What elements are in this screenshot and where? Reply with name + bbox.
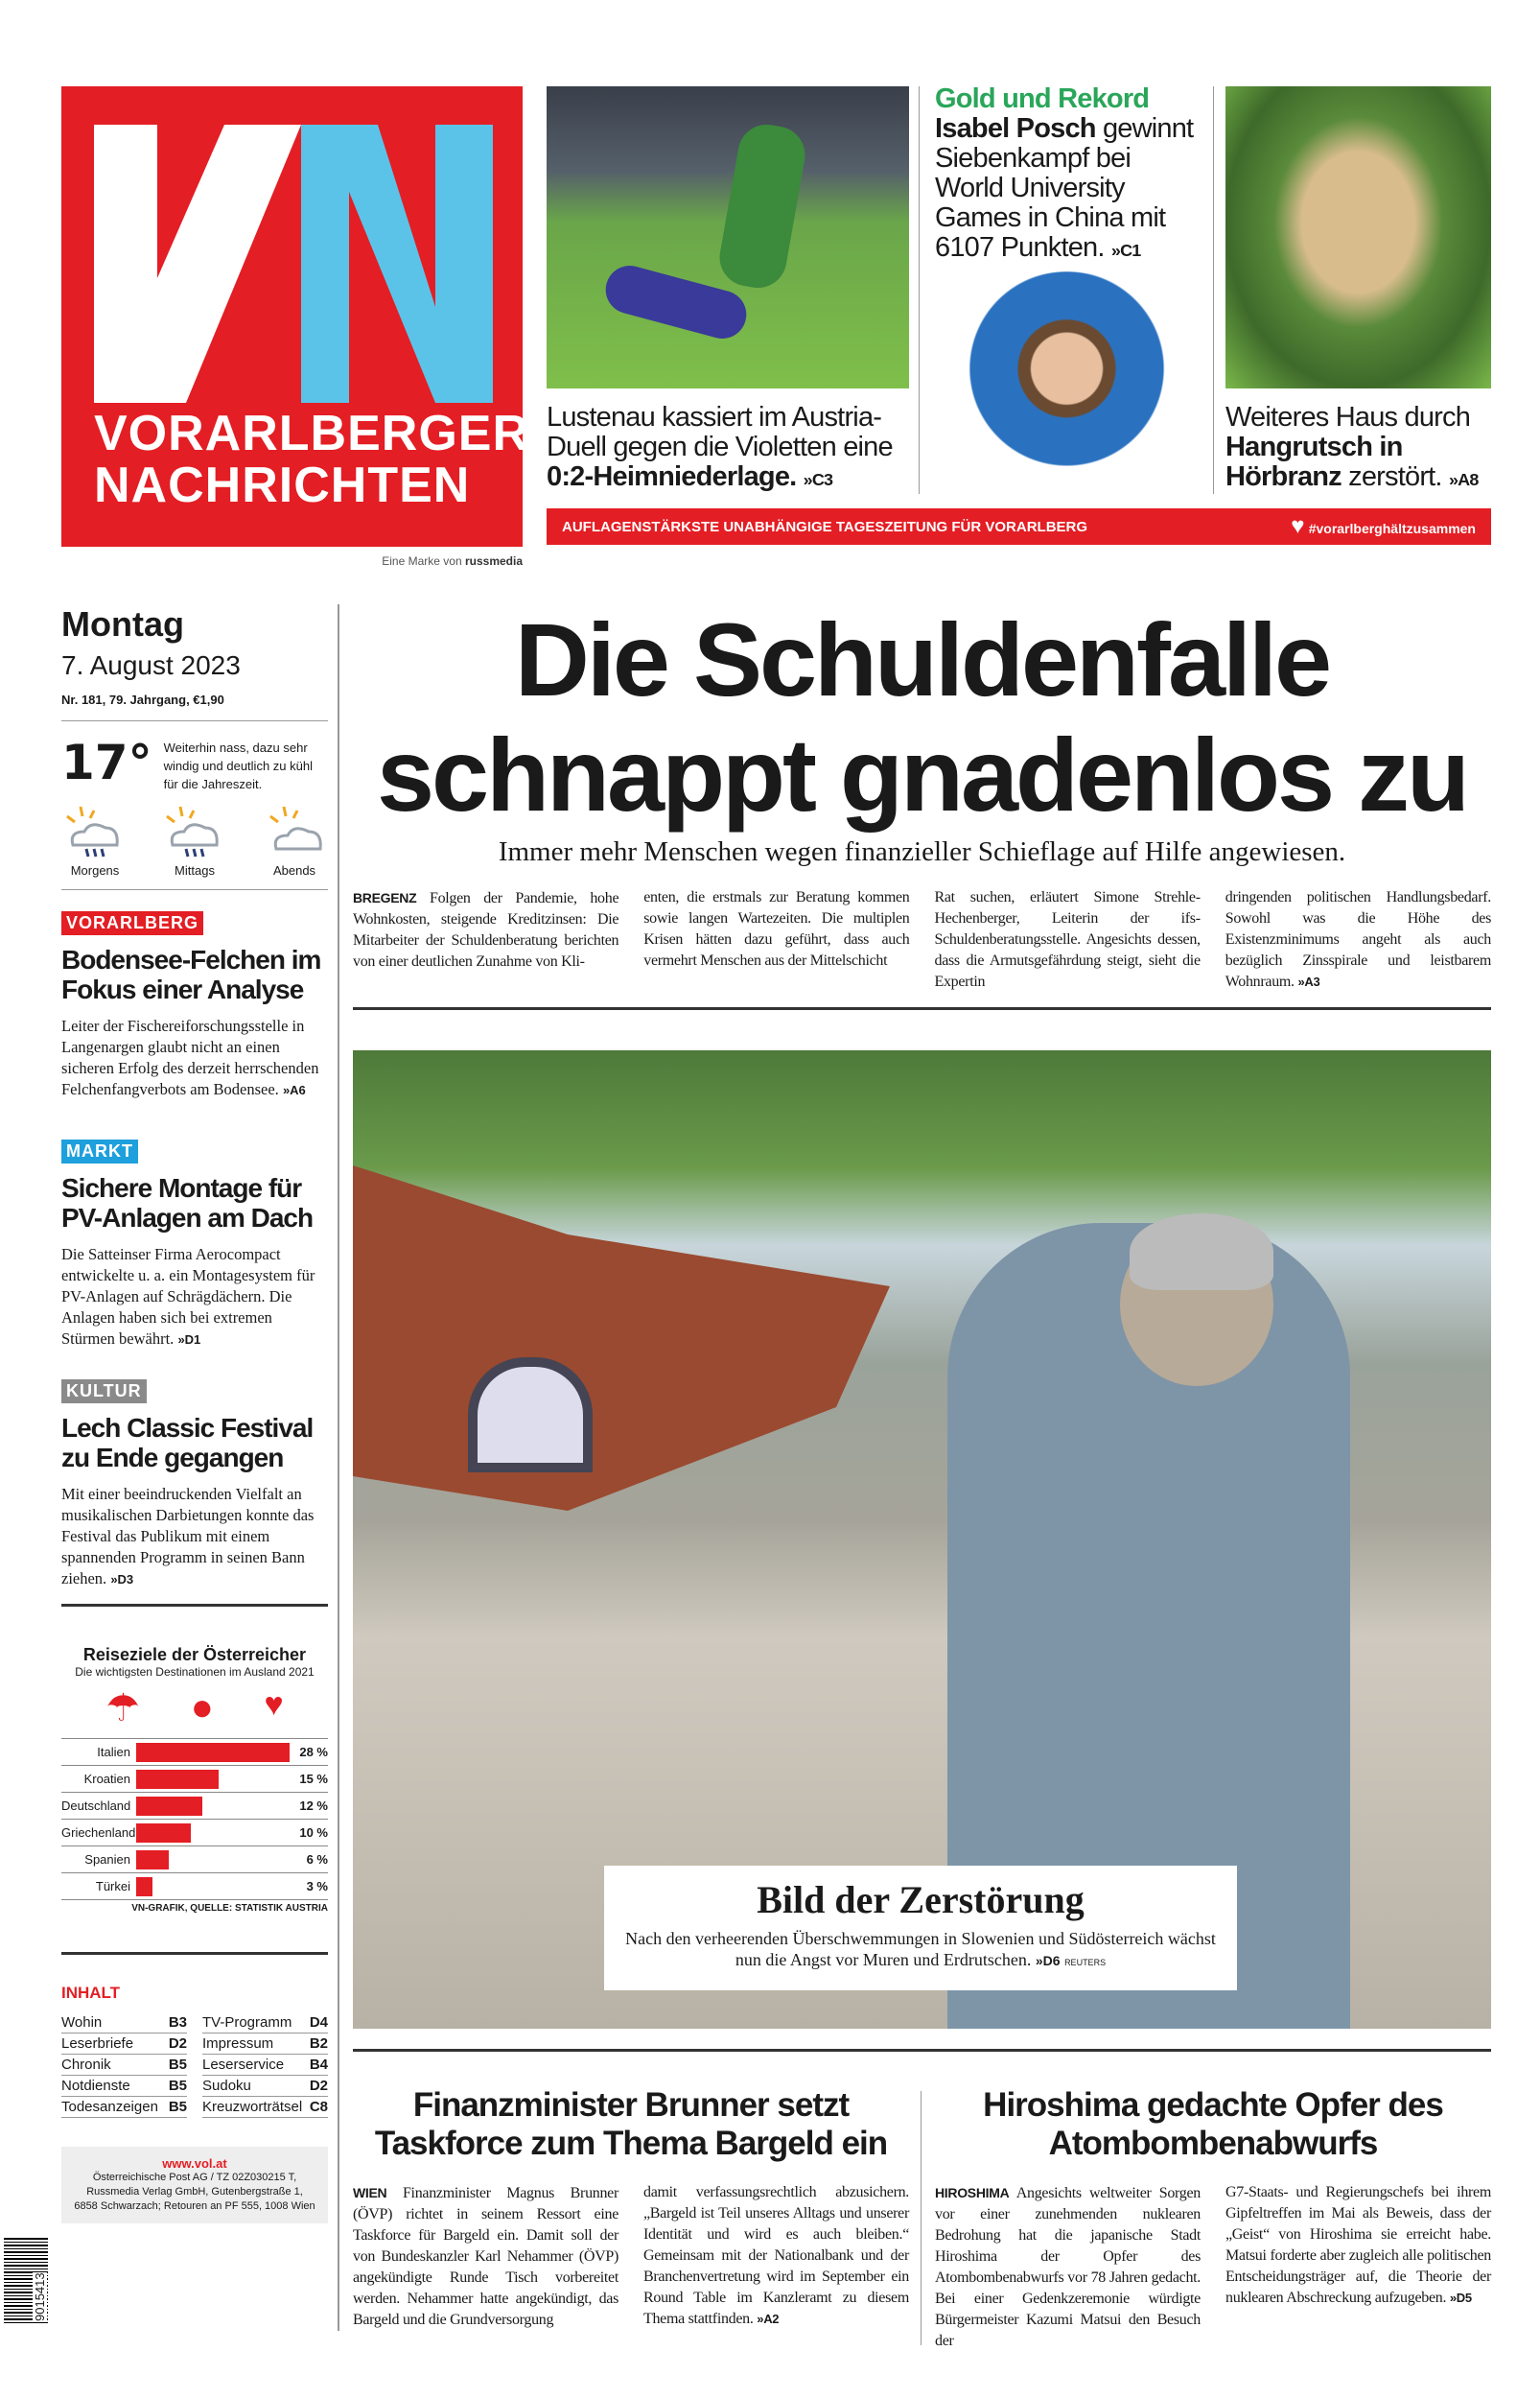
posch-portrait [959, 271, 1175, 487]
weather-midday: Mittags [161, 803, 228, 878]
toc-item[interactable]: Wohin B3 [61, 2012, 187, 2034]
beach-ball-icon: ● [190, 1686, 214, 1728]
chart-bar-row [61, 1765, 328, 1792]
toc-item[interactable]: Sudoku D2 [202, 2076, 328, 2097]
chart-bar-row [61, 1792, 328, 1819]
chart-bar-row [61, 1872, 328, 1899]
travel-chart [61, 1645, 328, 1914]
chart-bar [136, 1823, 191, 1843]
sidebar: Montag 7. August 2023 Nr. 181, 79. Jahrgang, €1,90 17° Weiterhin nass, dazu sehr windig und deutlich zu kühl für die Jahreszeit. Morgens Mittags Abends VORARLBERG Bodensee-Felchen im Fokus einer Analyse Leiter der Fischereiforschungsstelle in Langenargen glaubt nicht an einen sicheren Erfolg des derzeit herrschenden Felchenfangverbots am Bodensee. »A6 MARKT Sichere Montage für PV-Anlagen am Dach Die Satteinser Firma Aerocompact entwickelte u. a. ein Montagesystem für PV-Anlagen auf Schrägdächern. Die Anlagen haben sich bei extremen Stürmen bewährt. »D1 KULTUR Lech Classic Festival zu Ende gegangen Mit einer beeindruckenden Vielfalt an musikalischen Darbietungen konnte das Festival das Publikum mit einem spannenden Programm in seinen Bann ziehen. »D3 Reiseziele der Österreicher Die wichtigsten Destinationen im Ausland 2021 ☂ ● ♥ Italien 28 % Kroatien 15 % Deutschland 12 % Griechenland 10 % Spanien 6 % Türkei 3 % VN-GRAFIK, QUELLE: STATISTIK AUSTRIA INHALT Wohin B3 TV-Programm D4 Leserbriefe D2 Impressum B2 Chronik B5 Leserservice B4 Notdienste B5 Sudoku D2 Todesanzeigen B5 Kreuzworträtsel C8 www.vol.at Österreichische Post AG / TZ 02Z030215 T, Russmedia Verlag GmbH, Gutenbergstraße 1, 6858 Schwarzach; Retouren an PF 555, 1008 Wien [61, 604, 328, 2223]
sun-cloud-rain-icon [161, 803, 228, 860]
weather-evening: Abends [261, 803, 328, 878]
tagline-bar: AUFLAGENSTÄRKSTE UNABHÄNGIGE TAGESZEITUNG FÜR VORARLBERG ♥ #vorarlberghältzusammen [547, 508, 1491, 545]
chart-bar-row [61, 1819, 328, 1846]
chart-category-label: Spanien [84, 1852, 130, 1867]
toc-item[interactable]: TV-Programm D4 [202, 2012, 328, 2034]
lead-subhead: Immer mehr Menschen wegen finanzieller Schieflage auf Hilfe angewiesen. [498, 836, 1346, 867]
chart-value-label: 15 % [299, 1772, 328, 1786]
toc-item[interactable]: Leserservice B4 [202, 2055, 328, 2076]
chart-bar-row [61, 1738, 328, 1765]
lead-headline: schnappt gnadenlos zu [376, 717, 1468, 833]
lead-body: BREGENZ Folgen der Pandemie, hohe Wohnkosten, steigende Kreditzinsen: Die Mitarbeiter der Schuldenberatung berichten von einer deutlichen Zunahme von Kli- enten, die erstmals zur Beratung kommen sowie langen Wartezeiten. Die multiplen Krisen hätten dazu geführt, dass auch vermehrt Menschen aus der Mittelschicht Rat suchen, erläutert Simone Strehle-Hechenberger, Leiterin der ifs-Schuldenberatungsstelle. Angesichts dessen, dass die Armutsgefährdung steigt, sieht die Expertin dringenden politischen Handlungsbedarf. Sowohl was die Höhe des Existenzminimums angeht als auch bezüglich Zinsspirale und leistbarem Wohnraum. »A3 [353, 889, 1491, 990]
teaser-photo-football[interactable] [547, 86, 909, 388]
teaser-football[interactable]: Lustenau kassiert im Austria-Duell gegen die Violetten eine 0:2-Heimniederlage. »C3 [547, 402, 893, 492]
chart-category-label: Griechenland [61, 1825, 136, 1840]
teaser-posch[interactable]: Gold und Rekord Isabel Posch gewinnt Siebenkampf bei World University Games in China mit 6107 Punkten. »C1 [935, 83, 1194, 263]
lead-headline: Die Schuldenfalle [514, 601, 1330, 717]
chart-bar [136, 1797, 202, 1816]
chart-bar [136, 1877, 152, 1896]
heart-icon: ♥ [1291, 513, 1305, 539]
website-link[interactable]: www.vol.at [162, 2156, 227, 2171]
temperature: 17° [61, 735, 152, 790]
chart-bar [136, 1850, 169, 1869]
chart-title: Reiseziele der Österreicher [82, 1645, 307, 1664]
toc-item[interactable]: Leserbriefe D2 [61, 2034, 187, 2055]
side-article[interactable]: MARKT Sichere Montage für PV-Anlagen am Dach Die Satteinser Firma Aerocompact entwickelte u. a. ein Montagesystem für PV-Anlagen auf Schrägdächern. Die Anlagen haben sich bei extremen Stürmen bewährt. »D1 [61, 1141, 315, 1348]
chart-bar [136, 1770, 219, 1789]
bottom-story-hiroshima[interactable]: Hiroshima gedachte Opfer des Atombombenabwurfs HIROSHIMA Angesichts weltweiter Sorgen vor einer zunehmenden nuklearen Bedrohung hat die japanische Stadt Hiroshima der Opfer des Atombombenabwurfs vor 78 Jahren gedacht. Bei einer Gedenkzeremonie würdigte Bürgermeister Kazumi Matsui den Besuch der G7-Staats- und Regierungschefs bei ihrem Gipfeltreffen im Mai als Beweis, dass der „Geist“ von Hiroshima sie erreicht habe. Matsui forderte aber zugleich alle politischen Entscheidungsträger auf, die Theorie der nuklearen Abschreckung aufzugeben. »D5 [935, 2086, 1491, 2349]
umbrella-icon: ☂ [105, 1687, 141, 1729]
chart-category-label: Deutschland [61, 1798, 131, 1813]
sun-cloud-icon [261, 803, 328, 860]
brand-note: Eine Marke von russmedia [382, 554, 523, 568]
toc-item[interactable]: Chronik B5 [61, 2055, 187, 2076]
chart-category-label: Türkei [95, 1879, 130, 1893]
chart-bar [136, 1743, 290, 1762]
chart-value-label: 6 % [306, 1852, 328, 1867]
inhalt: INHALT Wohin B3 TV-Programm D4 Leserbriefe D2 Impressum B2 Chronik B5 Leserservice B4 Notdienste B5 Sudoku D2 Todesanzeigen B5 Kreuzworträtsel C8 [61, 1984, 328, 2118]
masthead-name: VORARLBERGER NACHRICHTEN [94, 406, 530, 513]
chart-subtitle: Die wichtigsten Destinationen im Ausland 2021 [75, 1665, 315, 1679]
chart-value-label: 10 % [299, 1825, 328, 1840]
teaser-landslide[interactable]: Weiteres Haus durch Hangrutsch in Hörbranz zerstört. »A8 [1225, 402, 1479, 492]
vn-logo-mark [61, 86, 523, 403]
chart-value-label: 3 % [306, 1879, 328, 1893]
chart-category-label: Italien [97, 1745, 130, 1759]
side-article[interactable]: VORARLBERG Bodensee-Felchen im Fokus einer Analyse Leiter der Fischereiforschungsstelle in Langenargen glaubt nicht an einen sicheren Erfolg des derzeit herrschenden Felchenfangverbots am Bodensee. »A6 [61, 913, 321, 1098]
side-article[interactable]: KULTUR Lech Classic Festival zu Ende gegangen Mit einer beeindruckenden Vielfalt an musikalischen Darbietungen konnte das Festival das Publikum mit einem spannenden Programm in seinen Bann ziehen. »D3 [61, 1381, 315, 1587]
weather-morning: Morgens [61, 803, 128, 878]
toc-item[interactable]: Kreuzworträtsel C8 [202, 2097, 328, 2118]
toc-item[interactable]: Todesanzeigen B5 [61, 2097, 187, 2118]
barcode-number: 9015413 [33, 2272, 47, 2321]
photo-caption: Bild der Zerstörung Nach den verheerenden Überschwemmungen in Slowenien und Südösterreich wächst nun die Angst vor Muren und Erdrutschen. »D6 REUTERS [604, 1866, 1237, 1990]
chart-value-label: 28 % [299, 1745, 328, 1759]
chart-value-label: 12 % [299, 1798, 328, 1813]
bottom-story-bargeld[interactable]: Finanzminister Brunner setzt Taskforce zum Thema Bargeld ein WIEN Finanzminister Magnus Brunner (ÖVP) richtet in seinem Ressort eine Taskforce für Bargeld ein. Damit soll der von Bundeskanzler Karl Nehammer (ÖVP) angekündigte Runde Tisch vorbereitet werden. Nehammer hatte angekündigt, das Bargeld und die Grundversorgung damit verfassungsrechtlich abzusichern. „Bargeld ist Teil unseres Alltags und unserer Identität und wird es auch bleiben.“ Gemeinsam mit der Nationalbank und der Branchenvertretung wird im September ein Round Table im Kanzleramt zu diesem Thema stattfinden. »A2 [353, 2086, 909, 2328]
bikini-icon: ♥ [264, 1686, 284, 1723]
lead-story[interactable] [353, 602, 1491, 868]
sun-cloud-rain-icon [61, 803, 128, 860]
chart-category-label: Kroatien [83, 1772, 130, 1786]
masthead-logo[interactable] [61, 86, 530, 547]
footer-box: www.vol.at Österreichische Post AG / TZ 02Z030215 T, Russmedia Verlag GmbH, Gutenbergstraße 1, 6858 Schwarzach; Retouren an PF 555, 1008 Wien [61, 2147, 328, 2223]
chart-bar-row [61, 1846, 328, 1872]
toc-item[interactable]: Impressum B2 [202, 2034, 328, 2055]
chart-source: VN-GRAFIK, QUELLE: STATISTIK AUSTRIA [61, 1899, 328, 1914]
toc-item[interactable]: Notdienste B5 [61, 2076, 187, 2097]
teaser-photo-landslide[interactable] [1225, 86, 1491, 388]
